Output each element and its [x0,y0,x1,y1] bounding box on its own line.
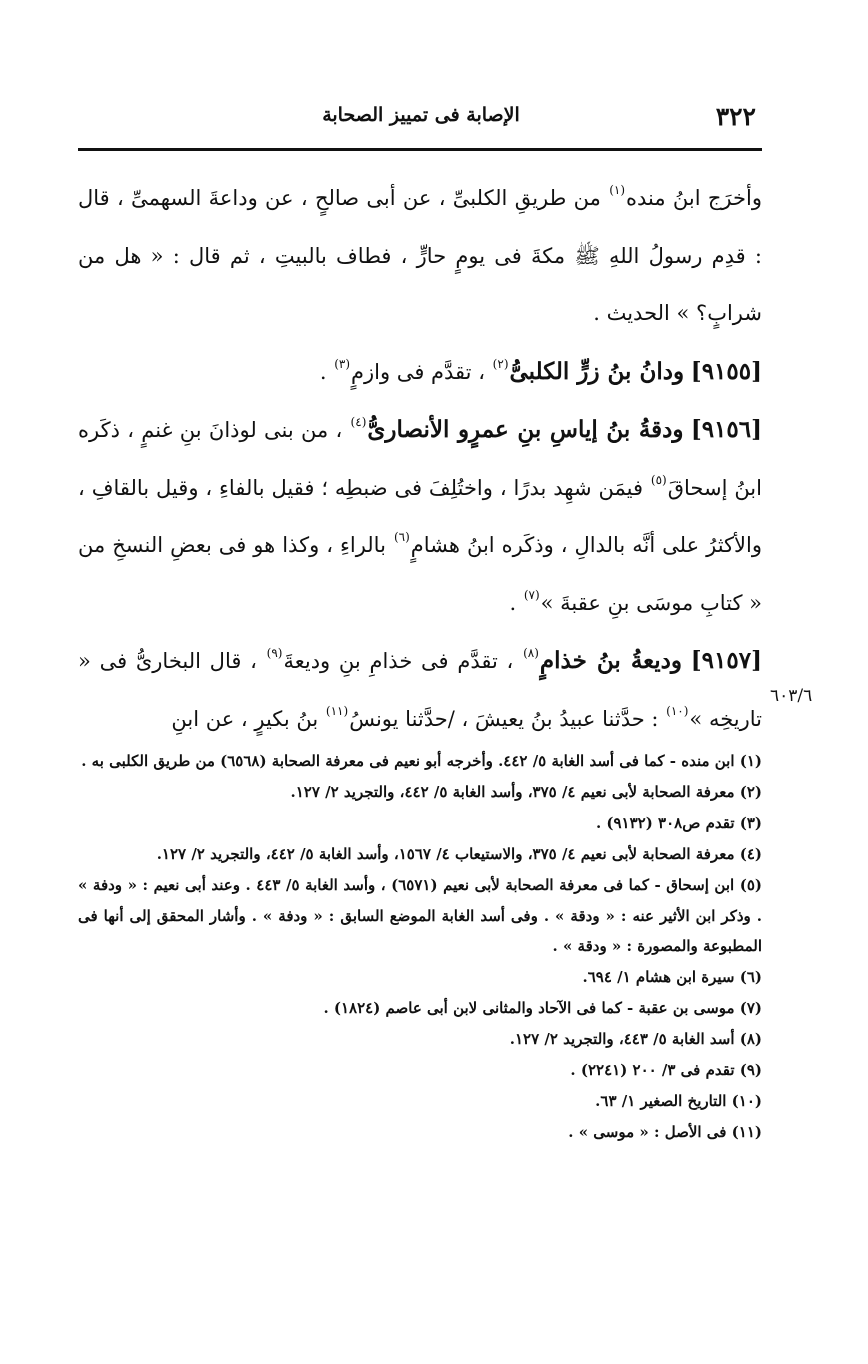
text-run: ، قال البخارىُّ فى « تاريخِه » [78,649,762,731]
entry-number: [٩١٥٥] [690,357,762,385]
footnote-10: (١٠) التاريخ الصغير ١/ ٦٣. [595,1091,762,1110]
page-number: ٣٢٢ [715,102,756,131]
page-header [80,100,762,136]
running-title: الإصابة فى تمييز الصحابة [322,104,520,126]
main-text [78,170,762,748]
text-run: ، تقدَّم فى خذامِ بنِ وديعةَ [283,649,514,673]
footnote-11: (١١) فى الأصل : « موسى » . [568,1122,762,1141]
footnote-ref: (٨) [523,646,539,661]
entry-9155 [78,343,762,402]
footnote-ref: (٩) [266,646,283,661]
entry-number: [٩١٥٦] [690,416,763,443]
text-run: وأخرَج ابنُ منده [626,186,762,210]
text-run: من طريقِ الكلبىِّ ، عن أبى صالحٍ ، عن وداعةَ السهمىِّ ، قال : قدِم رسولُ اللهِ ﷺ مكةَ فى يومٍ حارٍّ ، فطاف بالبيتِ ، ثم قال : « هل من شرابٍ؟ » الحديث . [78,186,762,325]
footnote-6: (٦) سيرة ابن هشام ١/ ٦٩٤. [582,968,762,987]
footnote-8: (٨) أسد الغابة ٥/ ٤٤٣، والتجريد ٢/ ١٢٧. [509,1030,762,1049]
text-run: فيمَن شهِد بدرًا ، واختُلِفَ فى ضبطِه ؛ فقيل بالفاءِ ، وقيل بالقافِ ، والأكثرُ على أنَّه بالدالِ ، وذكَره ابنُ هشامٍ [78,475,763,557]
footnote-2: (٢) معرفة الصحابة لأبى نعيم ٤/ ٣٧٥، وأسد الغابة ٥/ ٤٤٢، والتجريد ٢/ ١٢٧. [290,782,762,801]
footnote-ref: (١) [609,183,626,198]
footnote-ref: (٦) [393,530,410,545]
header-rule [78,148,762,151]
footnote-4: (٤) معرفة الصحابة لأبى نعيم ٤/ ٣٧٥، والاستيعاب ٤/ ١٥٦٧، وأسد الغابة ٥/ ٤٤٢، والتجريد ٢/ ١٢٧. [156,844,762,863]
footnote-ref: (٥) [650,472,667,487]
text-run: . [319,359,327,384]
text-run: بالراءِ ، وكذا هو فى بعضِ النسخِ من « كتابِ موسَى بنِ عقبةَ » [78,533,762,615]
footnote-ref: (٢) [492,356,509,371]
footnote-1: (١) ابن منده - كما فى أسد الغابة ٥/ ٤٤٢. وأخرجه أبو نعيم فى معرفة الصحابة (٦٥٦٨) من طريق الكلبى به . [81,752,762,770]
entry-name: وديعةُ بنُ خذامٍ [539,647,683,674]
footnote-7: (٧) موسى بن عقبة - كما فى الآحاد والمثانى لابن أبى عاصم (١٨٢٤) . [323,999,762,1018]
entry-9156 [78,401,762,632]
footnote-ref: (٤) [350,415,367,430]
footnote-ref: (٣) [334,356,351,371]
text-run: : حدَّثنا عبيدُ بنُ يعيشَ ، /حدَّثنا يونسُ [349,706,659,731]
footnote-ref: (١١) [325,703,349,718]
entry-name: ودقةُ بنُ إياسِ بنِ عمرٍو الأنصارىُّ [367,416,684,443]
text-run: بنُ بكيرٍ ، عن ابنِ [171,706,319,731]
footnotes [78,746,762,1148]
footnote-ref: (١٠) [666,703,689,718]
margin-volume-page-note: ٦٠٣/٦ [770,686,813,706]
text-run: . [509,590,517,615]
text-run: ، تقدَّم فى وازمٍ [351,359,485,384]
entry-name: ودانُ بنُ زرٍّ الكلبىُّ [509,357,685,385]
footnote-9: (٩) تقدم فى ٣/ ٢٠٠ (٢٢٤١) . [570,1061,762,1080]
entry-number: [٩١٥٧] [690,647,762,674]
footnote-3: (٣) تقدم ص٣٠٨ (٩١٣٢) . [595,813,762,832]
footnote-5: (٥) ابن إسحاق - كما فى معرفة الصحابة لأبى نعيم (٦٥٧١) ، وأسد الغابة ٥/ ٤٤٣ . وعند أبى نعيم : « ودفة » . وذكر ابن الأثير عنه : « ودقة » . وفى أسد الغابة الموضع السابق : « ودفة » . وأشار المحقق إلى أنها فى المطبوعة والمصورة : « ودقة » . [78,875,763,956]
paragraph-1 [78,170,762,343]
text-run: ، من بنى لوذانَ بنِ غنمٍ ، ذكَره ابنُ إسحاقَ [78,418,762,500]
footnote-ref: (٧) [523,587,540,602]
entry-9157 [78,632,762,748]
